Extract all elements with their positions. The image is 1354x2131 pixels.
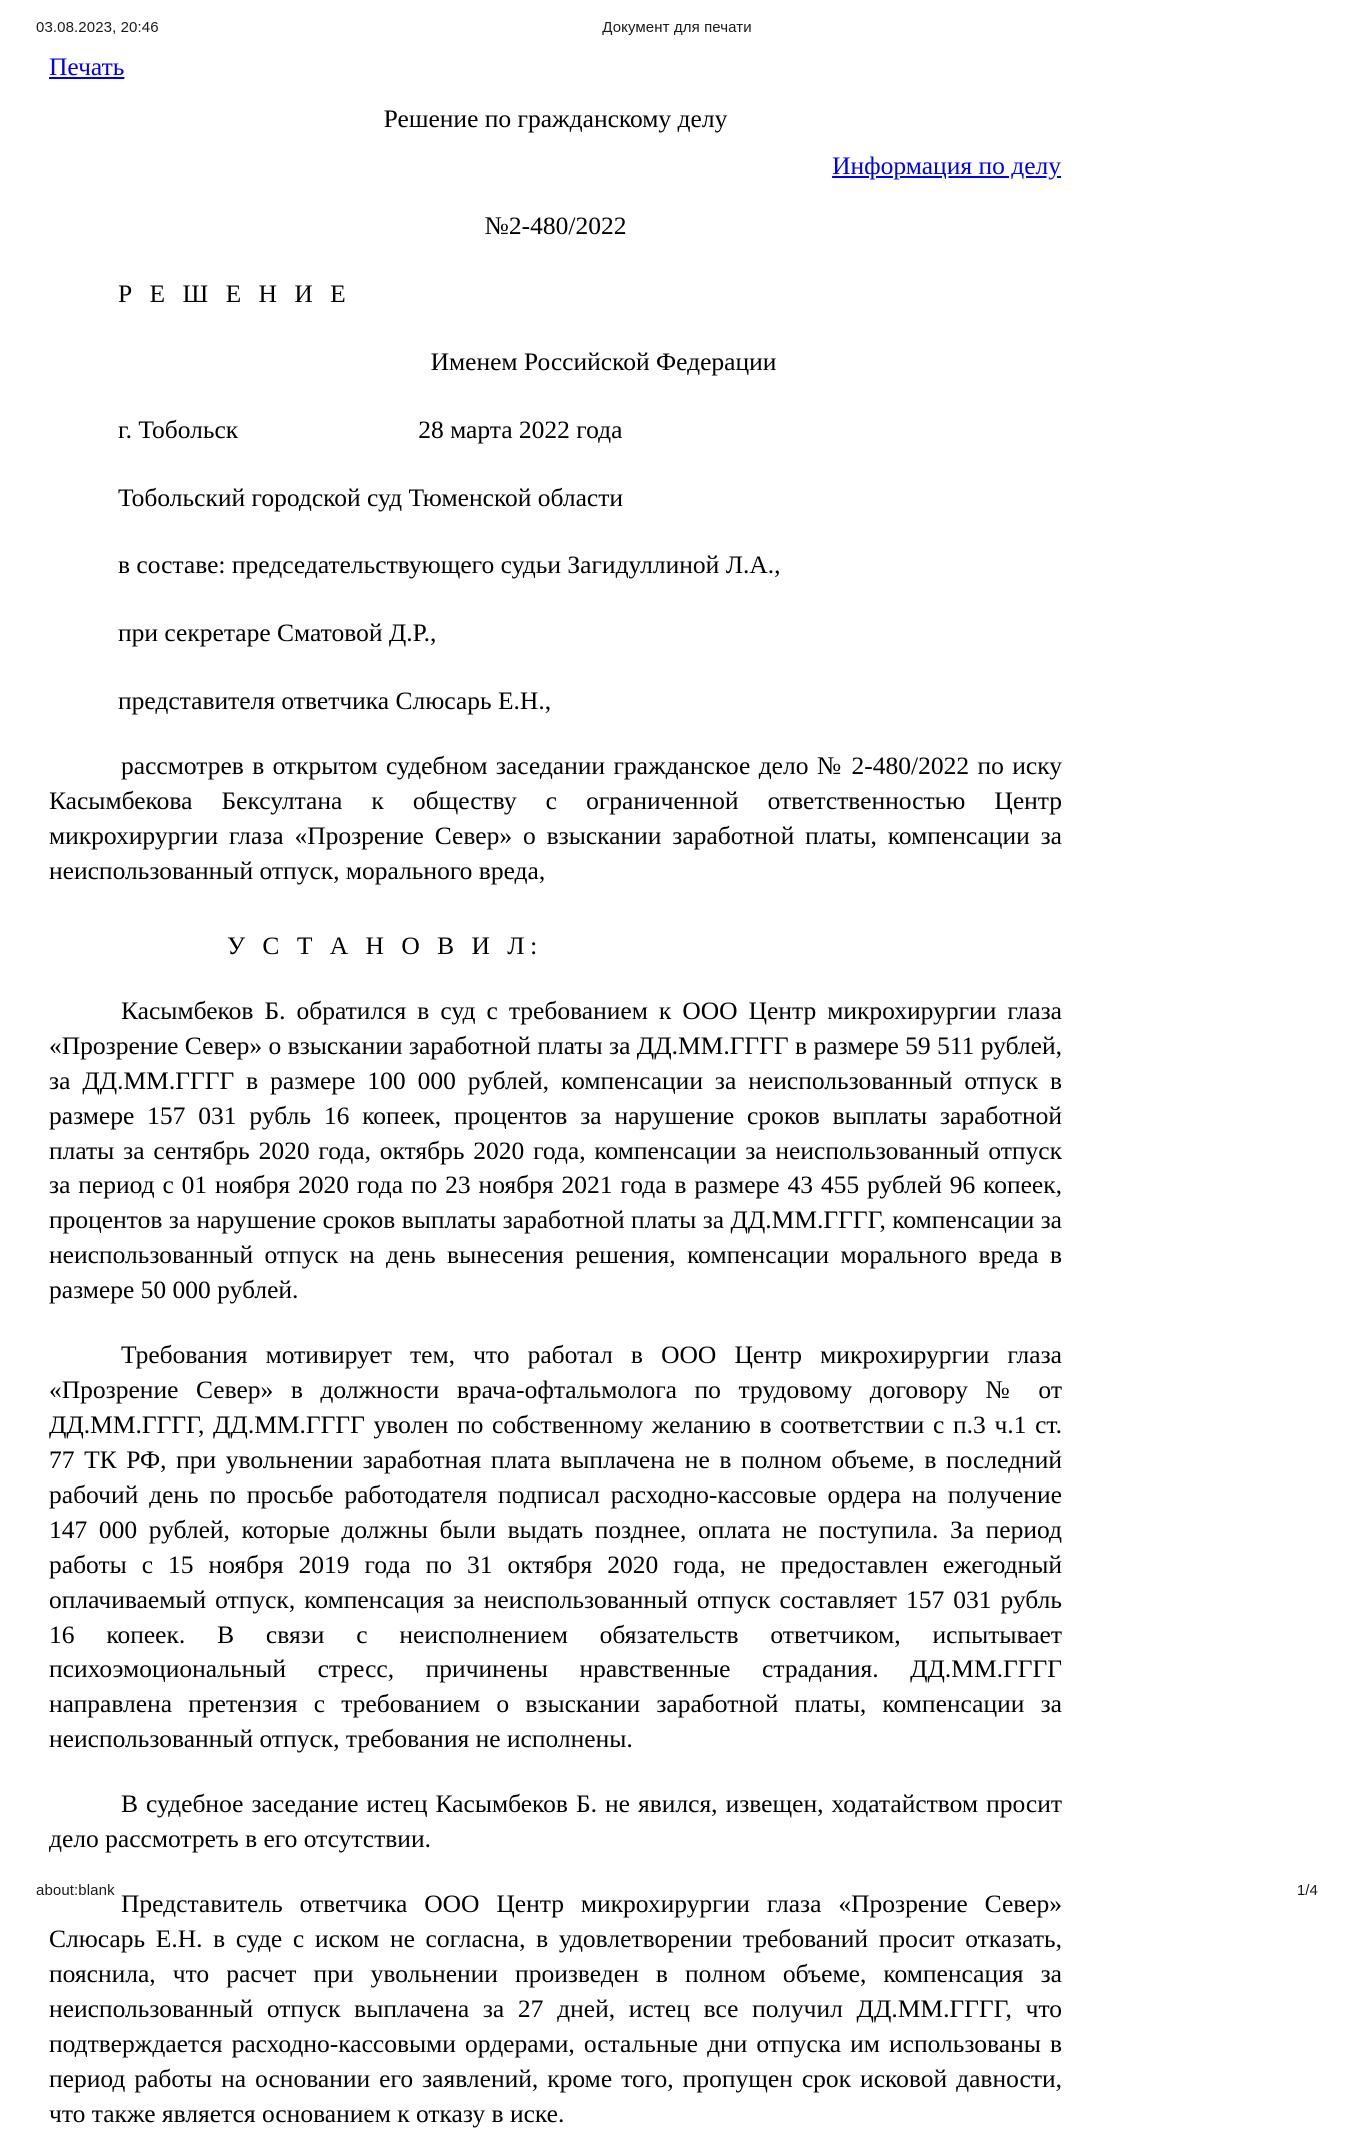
heading-decision: Р Е Ш Е Н И Е [118,278,352,308]
decision-date: 28 марта 2022 года [418,414,623,444]
preamble-paragraph: рассмотрев в открытом судебном заседании гражданское дело № 2-480/2022 по иску Касымбекова Бексултана к обществу с ограниченной ответственностью Центр микрохирургии глаза «Прозрение Север» о взыскании заработной платы, компенсации за неиспользованный отпуск, морального вреда, [49,751,1062,885]
body-paragraph-2: Требования мотивирует тем, что работал в ООО Центр микрохирургии глаза «Прозрение Север» в должности врача-офтальмолога по трудовому договору № от ДД.ММ.ГГГГ, ДД.ММ.ГГГГ уволен по собственному желанию в соответствии с п.3 ч.1 ст. 77 ТК РФ, при увольнении заработная плата выплачена не в полном объеме, в последний рабочий день по просьбе работодателя подписал расходно-кассовые ордера на получение 147 000 рублей, которые должны были выдать позднее, оплата не поступила. За период работы с 15 ноября 2019 года по 31 октября 2020 года, не предоставлен ежегодный оплачиваемый отпуск, компенсация за неиспользованный отпуск составляет 157 031 рубль 16 копеек. В связи с неисполнением обязательств ответчиком, испытывает психоэмоциональный стресс, причинены нравственные страдания. ДД.ММ.ГГГГ направлена претензия с требованием о взыскании заработной платы, компенсации за неиспользованный отпуск, требования не исполнены. [49,1340,1062,1754]
court-composition: в составе: председательствующего судьи Загидуллиной Л.А., [118,550,781,580]
body-paragraph-4: Представитель ответчика ООО Центр микрохирургии глаза «Прозрение Север» Слюсарь Е.Н. в суде с иском не согласна, в удовлетворении требований просит отказать, пояснила, что расчет при увольнении произведен в полном объеме, компенсация за неиспользованный отпуск выплачена за 27 дней, истец все получил ДД.ММ.ГГГГ, что подтверждается расходно-кассовыми ордерами, остальные дни отпуска им использованы в период работы на основании его заявлений, кроме того, пропущен срок исковой давности, что также является основанием к отказу в иске. [49,1889,1062,2128]
body-paragraph-3: В судебное заседание истец Касымбеков Б. не явился, извещен, ходатайством просит дело рассмотреть в его отсутствии. [49,1789,1062,1854]
print-link[interactable]: Печать [49,52,125,81]
document-body [49,50,1062,2131]
court-name: Тобольский городской суд Тюменской области [118,482,624,512]
in-name-of-federation: Именем Российской Федерации [430,346,777,376]
case-number: №2-480/2022 [484,210,627,240]
print-header [0,19,1354,39]
body-paragraph-1: Касымбеков Б. обратился в суд с требованием к ООО Центр микрохирургии глаза «Прозрение Север» о взыскании заработной платы за ДД.ММ.ГГГГ в размере 59 511 рублей, за ДД.ММ.ГГГГ в размере 100 000 рублей, компенсации за неиспользованный отпуск в размере 157 031 рубль 16 копеек, процентов за нарушение сроков выплаты заработной платы за сентябрь 2020 года, октябрь 2020 года, компенсации за неиспользованный отпуск за период с 01 ноября 2020 года по 23 ноября 2021 года в размере 43 455 рублей 96 копеек, процентов за нарушение сроков выплаты заработной платы за ДД.ММ.ГГГГ, компенсации за неиспользованный отпуск на день вынесения решения, компенсации морального вреда в размере 50 000 рублей. [49,995,1062,1305]
print-footer-url: about:blank [36,1882,115,1899]
print-footer-pagenum: 1/4 [1296,1882,1318,1899]
court-secretary: при секретаре Сматовой Д.Р., [118,618,437,648]
defendant-representative: представителя ответчика Слюсарь Е.Н., [118,686,552,716]
print-header-title: Документ для печати [602,19,752,36]
print-header-timestamp: 03.08.2023, 20:46 [36,19,159,36]
print-link-row [49,50,1062,90]
document-title: Решение по гражданскому делу [383,104,728,133]
case-info-link[interactable]: Информация по делу [832,150,1061,180]
place-and-date [49,413,1062,448]
city-label: г. Тобольск [118,414,239,444]
case-info-row [49,149,1062,184]
print-footer [0,1882,1354,1902]
heading-established: У С Т А Н О В И Л: [227,930,543,960]
